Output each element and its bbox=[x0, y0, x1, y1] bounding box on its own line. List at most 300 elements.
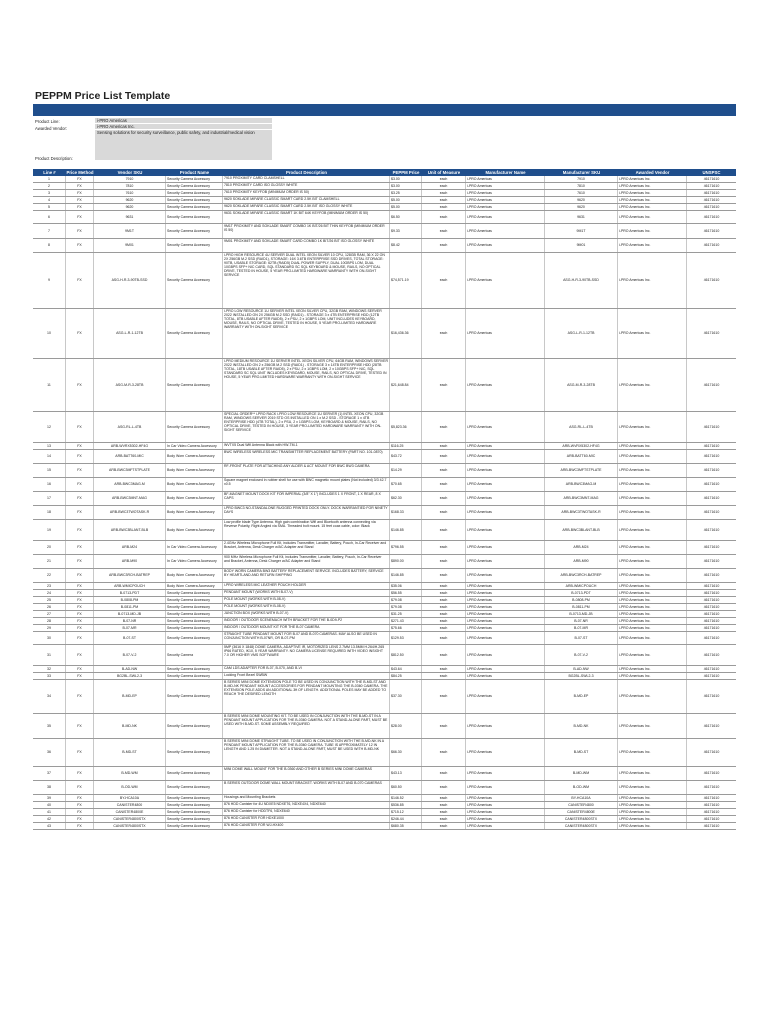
cell-sku: ASG-RL-L-4TB bbox=[94, 412, 166, 442]
cell-method: FX bbox=[66, 204, 94, 210]
cell-uom: each bbox=[422, 632, 466, 644]
cell-msku: B-0713-MD-JB bbox=[545, 611, 618, 617]
cell-line: 36 bbox=[33, 739, 66, 766]
cell-name: Security Camera Accessory bbox=[166, 802, 223, 808]
cell-uom: each bbox=[422, 767, 466, 780]
table-row[interactable] bbox=[33, 183, 736, 190]
cell-name: Body Worn Camera Accessory bbox=[166, 506, 223, 519]
cell-msku: ASG-L-R-1-12TB bbox=[545, 309, 618, 358]
cell-sku: 7810 bbox=[94, 183, 166, 189]
description-value[interactable]: Sensing solutions for security surveillance, public safety, and industrial/medical vision bbox=[95, 130, 272, 160]
cell-name: In Car Video Camera Accessory bbox=[166, 541, 223, 554]
table-row[interactable] bbox=[33, 632, 736, 645]
cell-method: FX bbox=[66, 506, 94, 519]
cell-name: Security Camera Accessory bbox=[166, 739, 223, 766]
cell-line: 30 bbox=[33, 632, 66, 644]
cell-name: Security Camera Accessory bbox=[166, 816, 223, 822]
cell-line: 33 bbox=[33, 673, 66, 679]
cell-desc: i-PRO MEDIUM RESOURCE 1U SERVER INTEL XEON SILVER CPU, 64GB RAM, WINDOWS SERVER 2022 INSTALLED ON 2 x 256GB M.2 SSD (RAID1) - STORAGE 3 x 14TB ENTERPRISE HDD (28TB TOTAL, 18TB USABLE AFTER RAID5), 2 x PSU, 2 x 1GBPS LOM, 2 x 10GBPS SFP+ NIC, SQL STANDARD SC SQL UNIT INCLUDES KEYBOARD, MOUSE, RAILS, NO OPTICAL DRIVE, TESTED IN HOUSE, 5 YEAR PRO-LIMITED HARDWARE WARRANTY WITH ON-SIGHT SERVICE bbox=[223, 359, 390, 411]
cell-msku: 7910 bbox=[545, 176, 618, 182]
cell-uom: each bbox=[422, 816, 466, 822]
cell-desc: BODY WORN CAMERA BW3 BATTERY REPLACEMENT SERVICE. INCLUDES BATTERY, SERVICE BY HEARTLAND AND RETURN SHIPPING bbox=[223, 569, 390, 582]
cell-name: Security Camera Accessory bbox=[166, 714, 223, 738]
cell-method: FX bbox=[66, 211, 94, 223]
cell-line: 13 bbox=[33, 443, 66, 449]
cell-mfr: i-PRO Americas bbox=[466, 478, 545, 491]
cell-sku: B-07-NR bbox=[94, 618, 166, 624]
table-row[interactable] bbox=[33, 618, 736, 625]
cell-mfr: i-PRO Americas bbox=[466, 443, 545, 449]
cell-sku: 9M1T bbox=[94, 224, 166, 238]
cell-sku: ARB-BWC3MNT-MAG bbox=[94, 492, 166, 505]
cell-desc: B SERIES OUTDOOR DOME WALL MOUNT BRACKET. WORKS WITH B-07 AND B-070 CAMERAS bbox=[223, 781, 390, 794]
cell-sku: ARB-BWC3TWOTASK-R bbox=[94, 506, 166, 519]
table-row[interactable] bbox=[33, 204, 736, 211]
table-row[interactable] bbox=[33, 802, 736, 809]
table-row[interactable] bbox=[33, 795, 736, 802]
table-row[interactable] bbox=[33, 224, 736, 239]
table-row[interactable] bbox=[33, 781, 736, 795]
cell-line: 8 bbox=[33, 239, 66, 252]
cell-line: 43 bbox=[33, 823, 66, 829]
cell-msku: B-07-MR bbox=[545, 625, 618, 631]
vendor-value[interactable]: i-PRO Americas Inc. bbox=[95, 124, 272, 129]
cell-price: $43.13 bbox=[390, 767, 422, 780]
table-row[interactable] bbox=[33, 673, 736, 680]
table-header bbox=[33, 169, 736, 176]
cell-price: $271.43 bbox=[390, 618, 422, 624]
cell-name: Security Camera Accessory bbox=[166, 809, 223, 815]
cell-line: 18 bbox=[33, 506, 66, 519]
cell-method: FX bbox=[66, 541, 94, 554]
cell-line: 20 bbox=[33, 541, 66, 554]
cell-msku: ARB-BATT60-MIC bbox=[545, 450, 618, 463]
cell-price: $74,571.19 bbox=[390, 253, 422, 308]
table-row[interactable] bbox=[33, 597, 736, 604]
cell-line: 39 bbox=[33, 795, 66, 801]
table-row[interactable] bbox=[33, 450, 736, 464]
cell-msku: 9M01 bbox=[545, 239, 618, 252]
column-header: Product Name bbox=[179, 170, 210, 175]
cell-method: FX bbox=[66, 680, 94, 713]
cell-vendor: i-PRO Americas Inc. bbox=[618, 253, 687, 308]
cell-method: FX bbox=[66, 412, 94, 442]
table-row[interactable] bbox=[33, 253, 736, 309]
cell-vendor: i-PRO Americas Inc. bbox=[618, 541, 687, 554]
cell-sku: ARB-BWC3MFTSTPLATE bbox=[94, 464, 166, 477]
cell-msku: CANISTER4800E bbox=[545, 809, 618, 815]
table-row[interactable] bbox=[33, 809, 736, 816]
cell-price: $5.00 bbox=[390, 197, 422, 203]
cell-sku: 7910 bbox=[94, 176, 166, 182]
cell-uom: each bbox=[422, 464, 466, 477]
table-row[interactable] bbox=[33, 541, 736, 555]
cell-desc: B SERIES MINI DOME MOUNTING KIT. TO BE USED IN CONJUNCTION WITH THE B-MD-ST IN A PENDANT MOUNT APPLICATION FOR THE B-0360 CAMERA. NOT A STAND-ALONE PART, MUST BE USED WITH B-MD-ST. SOME ASSEMBLY REQUIRED bbox=[223, 714, 390, 738]
cell-vendor: i-PRO Americas Inc. bbox=[618, 239, 687, 252]
cell-sku: 9631 bbox=[94, 211, 166, 223]
cell-price: $9.33 bbox=[390, 224, 422, 238]
column-header: Unit of Measure bbox=[427, 170, 461, 175]
cell-sku: CANISTER4800STX bbox=[94, 823, 166, 829]
table-row[interactable] bbox=[33, 443, 736, 450]
column-header: Vendor SKU bbox=[117, 170, 143, 175]
cell-vendor: i-PRO Americas Inc. bbox=[618, 680, 687, 713]
table-row[interactable] bbox=[33, 359, 736, 412]
cell-method: FX bbox=[66, 478, 94, 491]
vendor-label: Awarded Vendor: bbox=[35, 126, 68, 131]
cell-vendor: i-PRO Americas Inc. bbox=[618, 309, 687, 358]
cell-vendor: i-PRO Americas Inc. bbox=[618, 767, 687, 780]
table-row[interactable] bbox=[33, 569, 736, 583]
cell-method: FX bbox=[66, 450, 94, 463]
cell-name: Security Camera Accessory bbox=[166, 604, 223, 610]
cell-vendor: i-PRO Americas Inc. bbox=[618, 611, 687, 617]
cell-unspsc: 46171610 bbox=[703, 795, 720, 800]
cell-method: FX bbox=[66, 492, 94, 505]
table-row[interactable] bbox=[33, 666, 736, 673]
cell-name: Security Camera Accessory bbox=[166, 632, 223, 644]
cell-name: Security Camera Accessory bbox=[166, 625, 223, 631]
cell-sku: B-MD-NK bbox=[94, 714, 166, 738]
cell-uom: each bbox=[422, 506, 466, 519]
cell-uom: each bbox=[422, 204, 466, 210]
cell-mfr: i-PRO Americas bbox=[466, 309, 545, 358]
cell-price: $890.00 bbox=[390, 555, 422, 568]
cell-vendor: i-PRO Americas Inc. bbox=[618, 359, 687, 411]
cell-unspsc: 46171610 bbox=[703, 214, 720, 219]
cell-msku: B-OD-WM bbox=[545, 781, 618, 794]
cell-price: $680.35 bbox=[390, 823, 422, 829]
table-row[interactable] bbox=[33, 211, 736, 224]
cell-vendor: i-PRO Americas Inc. bbox=[618, 809, 687, 815]
cell-msku: B-MD-NK bbox=[545, 714, 618, 738]
cell-unspsc: 46171610 bbox=[703, 723, 720, 728]
column-header: UNSPSC bbox=[702, 170, 721, 175]
cell-line: 31 bbox=[33, 645, 66, 665]
table-row[interactable] bbox=[33, 520, 736, 541]
cell-method: FX bbox=[66, 666, 94, 672]
cell-desc: 5MP (3616 X 1848) DOME CAMERA, ADAPTIVE IR, MOTORIZED LENS 2.7MM 13.5MM H.264/H.265 IP66 RATED, IK10, 5 YEAR WARRANTY. NO CAMERA LICENSE REQUIRED WITH VIDEO INSIGHT 7.0 OR HIGHER VMS SOFTWARE bbox=[223, 645, 390, 665]
cell-price: $31.25 bbox=[390, 611, 422, 617]
cell-name: Security Camera Accessory bbox=[166, 239, 223, 252]
cell-price: $16,436.36 bbox=[390, 309, 422, 358]
cell-sku: B-OD-WM bbox=[94, 781, 166, 794]
cell-desc: WVTX5 Dual Wifi Antenna Black with HW-TM-1 bbox=[223, 443, 390, 449]
cell-name: Security Camera Accessory bbox=[166, 823, 223, 829]
cell-sku: ARB-WMICPOUCH bbox=[94, 583, 166, 589]
cell-line: 4 bbox=[33, 197, 66, 203]
cell-sku: B-MD-ST bbox=[94, 739, 166, 766]
table-row[interactable] bbox=[33, 680, 736, 714]
cell-msku: ARB-WVRX5302-HF4G bbox=[545, 443, 618, 449]
cell-desc: PENDANT MOUNT (WORKS WITH B-07-V) bbox=[223, 590, 390, 596]
table-row[interactable] bbox=[33, 492, 736, 506]
cell-vendor: i-PRO Americas Inc. bbox=[618, 204, 687, 210]
cell-name: Security Camera Accessory bbox=[166, 412, 223, 442]
cell-line: 19 bbox=[33, 520, 66, 540]
cell-unspsc: 46171610 bbox=[703, 559, 720, 564]
cell-uom: each bbox=[422, 666, 466, 672]
cell-vendor: i-PRO Americas Inc. bbox=[618, 443, 687, 449]
cell-vendor: i-PRO Americas Inc. bbox=[618, 183, 687, 189]
cell-method: FX bbox=[66, 359, 94, 411]
cell-mfr: i-PRO Americas bbox=[466, 823, 545, 829]
cell-method: FX bbox=[66, 583, 94, 589]
cell-desc: i-PRO HIGH RESOURCE 4U SERVER DUAL INTEL XEON SILVER 10 CPU, 128GB RAM, 36 X 22 ON 2X 256GB M.2 SSD (RAID1), STORAGE: 16X 3.6TB ENTERPRISE SSD DRIVES, TOTAL STORAGE: 90TB, USABLE STORAGE: 62TB (RAID5) DUAL POWER SUPPLY, DUAL 10GBPS LOM, DUAL 10GBPS SFP+ NIC CARD, SQL STANDARD SC SQL KEYBOARD & MOUSE, RAILS, NO OPTICAL DRIVE, TESTED IN HOUSE, 5 YEAR PRO-LIMITED HARDWARE WARRANTY WITH ON-SIGHT SERVICE bbox=[223, 253, 390, 308]
cell-mfr: i-PRO Americas bbox=[466, 680, 545, 713]
cell-uom: each bbox=[422, 611, 466, 617]
table-row[interactable] bbox=[33, 506, 736, 520]
cell-unspsc: 46171610 bbox=[703, 673, 720, 678]
cell-sku: BY-HCA10A bbox=[94, 795, 166, 801]
cell-uom: each bbox=[422, 802, 466, 808]
cell-vendor: i-PRO Americas Inc. bbox=[618, 450, 687, 463]
cell-price: $146.85 bbox=[390, 569, 422, 582]
cell-line: 29 bbox=[33, 625, 66, 631]
column-header: Product Description bbox=[285, 170, 328, 175]
cell-line: 35 bbox=[33, 714, 66, 738]
cell-uom: each bbox=[422, 555, 466, 568]
cell-method: FX bbox=[66, 816, 94, 822]
cell-line: 32 bbox=[33, 666, 66, 672]
table-row[interactable] bbox=[33, 739, 736, 767]
table-row[interactable] bbox=[33, 464, 736, 478]
cell-price: $3.00 bbox=[390, 176, 422, 182]
cell-mfr: i-PRO Americas bbox=[466, 239, 545, 252]
cell-method: FX bbox=[66, 520, 94, 540]
cell-sku: ARB-BATT60-MIC bbox=[94, 450, 166, 463]
cell-unspsc: 46171610 bbox=[703, 482, 720, 487]
cell-msku: B-07-V-2 bbox=[545, 645, 618, 665]
cell-desc: 876 HDD CANISTER FOR WJ-HX400 bbox=[223, 823, 390, 829]
cell-method: FX bbox=[66, 795, 94, 801]
cell-vendor: i-PRO Americas Inc. bbox=[618, 625, 687, 631]
cell-msku: ARB-BWC3MAG-M bbox=[545, 478, 618, 491]
cell-sku: CANISTER4800 bbox=[94, 802, 166, 808]
cell-vendor: i-PRO Americas Inc. bbox=[618, 197, 687, 203]
cell-price: $37.30 bbox=[390, 680, 422, 713]
table-row[interactable] bbox=[33, 309, 736, 359]
cell-mfr: i-PRO Americas bbox=[466, 204, 545, 210]
table-row[interactable] bbox=[33, 767, 736, 781]
table-row[interactable] bbox=[33, 190, 736, 197]
cell-desc: 876 HDD CANISTER FOR HDXE1000 bbox=[223, 816, 390, 822]
cell-msku: CANISTER4800STX bbox=[545, 823, 618, 829]
cell-mfr: i-PRO Americas bbox=[466, 412, 545, 442]
table-row[interactable] bbox=[33, 714, 736, 739]
cell-desc: i-PRO WIRELESS MIC LEATHER POUCH HOLDER bbox=[223, 583, 390, 589]
table-row[interactable] bbox=[33, 555, 736, 569]
cell-sku: B-07-ST bbox=[94, 632, 166, 644]
cell-msku: 9M1T bbox=[545, 224, 618, 238]
table-row[interactable] bbox=[33, 604, 736, 611]
table-row[interactable] bbox=[33, 645, 736, 666]
cell-vendor: i-PRO Americas Inc. bbox=[618, 569, 687, 582]
cell-method: FX bbox=[66, 714, 94, 738]
cell-unspsc: 46171610 bbox=[703, 652, 720, 657]
cell-vendor: i-PRO Americas Inc. bbox=[618, 555, 687, 568]
table-row[interactable] bbox=[33, 583, 736, 590]
cell-uom: each bbox=[422, 190, 466, 196]
cell-msku: ARB-BWC3TWOTASK-R bbox=[545, 506, 618, 519]
cell-vendor: i-PRO Americas Inc. bbox=[618, 190, 687, 196]
cell-vendor: i-PRO Americas Inc. bbox=[618, 781, 687, 794]
cell-line: 7 bbox=[33, 224, 66, 238]
table-row[interactable] bbox=[33, 590, 736, 597]
cell-unspsc: 46171610 bbox=[703, 583, 720, 588]
cell-method: FX bbox=[66, 590, 94, 596]
cell-mfr: i-PRO Americas bbox=[466, 714, 545, 738]
cell-desc: CAM LDS ADAPTER FOR B-07, B-070, AND B-VI bbox=[223, 666, 390, 672]
cell-line: 9 bbox=[33, 253, 66, 308]
cell-unspsc: 46171610 bbox=[703, 750, 720, 755]
cell-method: FX bbox=[66, 823, 94, 829]
cell-vendor: i-PRO Americas Inc. bbox=[618, 224, 687, 238]
cell-name: Security Camera Accessory bbox=[166, 590, 223, 596]
cell-sku: ARB-BWC3BLANT-BLB bbox=[94, 520, 166, 540]
cell-unspsc: 46171610 bbox=[703, 382, 720, 387]
cell-unspsc: 46171610 bbox=[703, 204, 720, 209]
cell-mfr: i-PRO Americas bbox=[466, 604, 545, 610]
cell-vendor: i-PRO Americas Inc. bbox=[618, 673, 687, 679]
cell-price: $8.42 bbox=[390, 239, 422, 252]
table-row[interactable] bbox=[33, 816, 736, 823]
cell-desc: INDOOR / OUTDOOR MOUNT KIT FOR THE B-07 CAMERA bbox=[223, 625, 390, 631]
cell-msku: B-AD-NW bbox=[545, 666, 618, 672]
cell-price: $43.72 bbox=[390, 450, 422, 463]
cell-mfr: i-PRO Americas bbox=[466, 739, 545, 766]
cell-method: FX bbox=[66, 239, 94, 252]
cell-price: $35.06 bbox=[390, 583, 422, 589]
cell-unspsc: 46171610 bbox=[703, 496, 720, 501]
table-row[interactable] bbox=[33, 625, 736, 632]
cell-mfr: i-PRO Americas bbox=[466, 569, 545, 582]
cell-mfr: i-PRO Americas bbox=[466, 176, 545, 182]
cell-uom: each bbox=[422, 597, 466, 603]
cell-method: FX bbox=[66, 673, 94, 679]
cell-method: FX bbox=[66, 190, 94, 196]
table-row[interactable] bbox=[33, 412, 736, 443]
table-row[interactable] bbox=[33, 239, 736, 253]
cell-name: Security Camera Accessory bbox=[166, 253, 223, 308]
cell-vendor: i-PRO Americas Inc. bbox=[618, 795, 687, 801]
cell-desc: MINI DOME WALL MOUNT FOR THE B-0360 AND OTHER B SERIES MINI DOME CAMERAS bbox=[223, 767, 390, 780]
cell-method: FX bbox=[66, 739, 94, 766]
cell-msku: B-0713-PDT bbox=[545, 590, 618, 596]
cell-desc: 7910 PROXIMITY CARD CLAMSHELL bbox=[223, 176, 390, 182]
cell-price: $79.08 bbox=[390, 604, 422, 610]
cell-uom: each bbox=[422, 673, 466, 679]
cell-mfr: i-PRO Americas bbox=[466, 590, 545, 596]
cell-name: Body Worn Camera Accessory bbox=[166, 569, 223, 582]
cell-msku: 9620 bbox=[545, 197, 618, 203]
cell-desc: Low profile blade Type Antenna. High gain combination Wifi and Bluetooth antenna connecting via Reverse Polarity, Right Angled via SMA. Threaded bolt mount. 15 feet coax cable, color: Black bbox=[223, 520, 390, 540]
cell-line: 11 bbox=[33, 359, 66, 411]
cell-line: 10 bbox=[33, 309, 66, 358]
cell-method: FX bbox=[66, 309, 94, 358]
cell-vendor: i-PRO Americas Inc. bbox=[618, 478, 687, 491]
page-title: PEPPM Price List Template bbox=[35, 90, 171, 102]
cell-msku: B-0808-PM bbox=[545, 597, 618, 603]
cell-msku: CANISTER4800STX bbox=[545, 816, 618, 822]
table-row[interactable] bbox=[33, 478, 736, 492]
cell-method: FX bbox=[66, 604, 94, 610]
cell-method: FX bbox=[66, 645, 94, 665]
cell-uom: each bbox=[422, 520, 466, 540]
cell-unspsc: 46171610 bbox=[703, 771, 720, 776]
cell-price: $60.50 bbox=[390, 781, 422, 794]
cell-desc: STRAIGHT TUBE PENDANT MOUNT FOR B-07 AND B-070 CAMERAS. MAY ALSO BE USED IN CONJUNCTION WITH B-07NR, OR B-07-PM bbox=[223, 632, 390, 644]
cell-price: $3.00 bbox=[390, 183, 422, 189]
cell-name: Body Worn Camera Accessory bbox=[166, 492, 223, 505]
cell-sku: ASG-M-R-3-28TB bbox=[94, 359, 166, 411]
cell-uom: each bbox=[422, 183, 466, 189]
cell-unspsc: 46171610 bbox=[703, 625, 720, 630]
table-row[interactable] bbox=[33, 197, 736, 204]
cell-unspsc: 46171610 bbox=[703, 823, 720, 828]
cell-line: 27 bbox=[33, 611, 66, 617]
cell-method: FX bbox=[66, 802, 94, 808]
cell-desc: RF-FRONT PLATE FOR ATTACHING ANY ALDER & ACT MOUNT FOR BWC BW3 CAMERA bbox=[223, 464, 390, 477]
cell-uom: each bbox=[422, 823, 466, 829]
cell-desc: SPECIAL ORDER** i-PRO RACK i-PRO LOW RESOURCE 1U SERVER (1) INTEL XEON CPU, 32GB RAM, WINDOWS SERVER 2019 STD OS INSTALLED ON 1 x M.2 SSD - STORAGE 1 x 4TB ENTERPRISE HDD (4TB TOTAL), 2 x PSU, 2 x 1GBPS LOM, KEYBOARD & MOUSE, RAILS, NO OPTICAL DRIVE, TESTED IN HOUSE, 3 YEAR PRO-LIMITED HARDWARE WARRANTY WITH ON-SIGHT SERVICE bbox=[223, 412, 390, 442]
cell-vendor: i-PRO Americas Inc. bbox=[618, 590, 687, 596]
cell-desc: 9M1T PROXIMITY AND SOKLADE SMART COMBO 1K BIT/26 BIT THIN KEYFOB (MINIMUM ORDER IS 50) bbox=[223, 224, 390, 238]
cell-name: Body Worn Camera Accessory bbox=[166, 464, 223, 477]
cell-name: Security Camera Accessory bbox=[166, 618, 223, 624]
cell-mfr: i-PRO Americas bbox=[466, 802, 545, 808]
cell-sku: B-0811-PM bbox=[94, 604, 166, 610]
cell-desc: 9620 SOKLADE MIFARE CLASSIC SMART CARD 2.5K BIT ISO GLOSSY WHITE bbox=[223, 204, 390, 210]
cell-unspsc: 46171610 bbox=[703, 809, 720, 814]
cell-msku: B-MD-ST bbox=[545, 739, 618, 766]
cell-line: 40 bbox=[33, 802, 66, 808]
column-header: Manufacturer Name bbox=[485, 170, 526, 175]
table-row[interactable] bbox=[33, 176, 736, 183]
cell-mfr: i-PRO Americas bbox=[466, 625, 545, 631]
cell-name: Security Camera Accessory bbox=[166, 781, 223, 794]
info-block bbox=[33, 116, 736, 166]
cell-line: 22 bbox=[33, 569, 66, 582]
table-row[interactable] bbox=[33, 611, 736, 618]
column-header: Awarded Vendor bbox=[635, 170, 670, 175]
cell-desc: BWC WIRELESS WIRELESS MIC TRANSMITTER REPLACEMENT BATTERY (PART NO. 101-0870) bbox=[223, 450, 390, 463]
cell-mfr: i-PRO Americas bbox=[466, 506, 545, 519]
cell-desc: 876 HDD Canister for HDDTF6, NDXE640 bbox=[223, 809, 390, 815]
cell-sku: ARB-M24 bbox=[94, 541, 166, 554]
table-row[interactable] bbox=[33, 823, 736, 830]
cell-unspsc: 46171610 bbox=[703, 816, 720, 821]
cell-name: Security Camera Accessory bbox=[166, 611, 223, 617]
cell-price: $79.08 bbox=[390, 597, 422, 603]
cell-method: FX bbox=[66, 197, 94, 203]
cell-name: Security Camera Accessory bbox=[166, 795, 223, 801]
cell-line: 37 bbox=[33, 767, 66, 780]
cell-vendor: i-PRO Americas Inc. bbox=[618, 645, 687, 665]
cell-unspsc: 46171610 bbox=[703, 228, 720, 233]
cell-msku: ARB-M90 bbox=[545, 555, 618, 568]
cell-unspsc: 46171610 bbox=[703, 243, 720, 248]
cell-desc: INDOOR / OUTDOOR SCENEMACH WITH BRACKET FOR THE B-0D9-P2 bbox=[223, 618, 390, 624]
cell-unspsc: 46171610 bbox=[703, 176, 720, 181]
cell-vendor: i-PRO Americas Inc. bbox=[618, 464, 687, 477]
cell-line: 26 bbox=[33, 604, 66, 610]
cell-sku: 7610 bbox=[94, 190, 166, 196]
cell-name: Body Worn Camera Accessory bbox=[166, 583, 223, 589]
cell-line: 15 bbox=[33, 464, 66, 477]
product-line-value[interactable]: i-PRO Americas bbox=[95, 118, 272, 123]
cell-uom: each bbox=[422, 680, 466, 713]
